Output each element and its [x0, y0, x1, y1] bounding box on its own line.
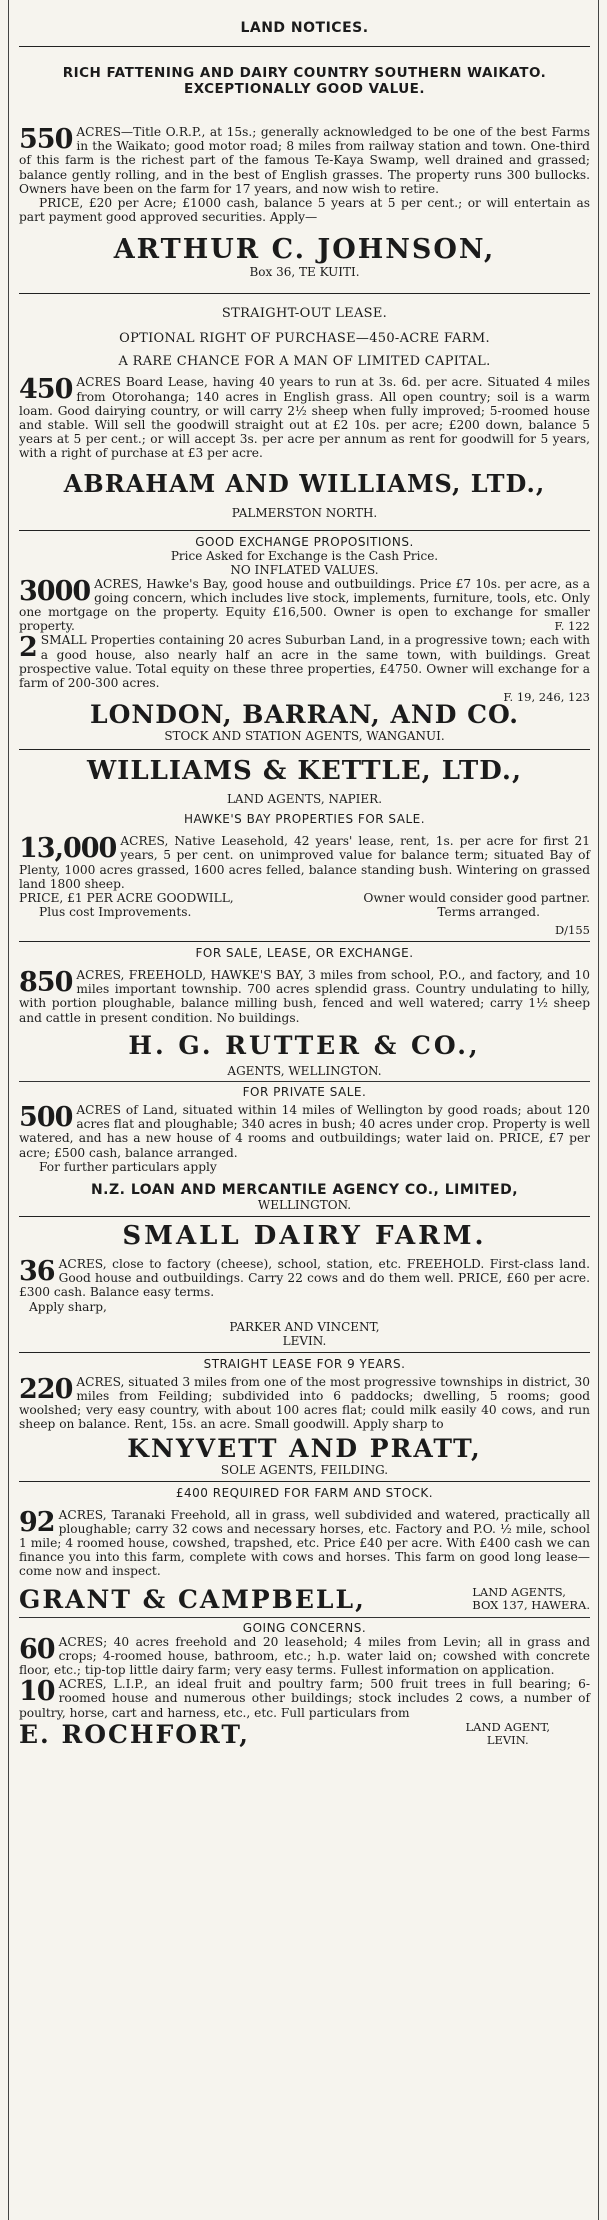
ad-sale-lease-exchange: [19, 946, 590, 1078]
ad-subheading: A RARE CHANCE FOR A MAN OF LIMITED CAPITAL.: [118, 354, 491, 370]
ad-body: ACRES Board Lease, having 40 years to run at 3s. 6d. per acre. Situated 4 miles from Otorohanga; 140 acres in English grass. All open country; soil is a warm loam. Good dairying country, or will carry 2½ sheep when fully improved; 5-roomed house and stable. Will sell the goodwill straight out at £2 10s. per acre; £200 down, balance 5 years at 5 per cent.; or will accept 3s. per acre per annum as rent for goodwill for 5 years, with a right of purchase at £3 per acre.: [19, 375, 590, 461]
ad-subheading: Price Asked for Exchange is the Cash Price.: [170, 548, 439, 563]
apply-note: Apply sharp,: [29, 1299, 107, 1314]
acreage-figure: 550: [19, 124, 73, 155]
ad-body: ACRES, L.I.P., an ideal fruit and poultry farm; 500 fruit trees in full bearing; 6-roomed house and numerous other buildings; stock includes 2 cows, a number of poultry, horse, cart and harness, etc., etc. Full particulars from: [19, 1677, 590, 1720]
ad-heading: FOR SALE, LEASE, OR EXCHANGE.: [195, 946, 414, 961]
ad-body: ACRES, close to factory (cheese), school, station, etc. FREEHOLD. First-class land. Good house and outbuildings. Carry 22 cows and do them well. PRICE, £60 per acre. £300 cash. Balance easy terms.: [19, 1256, 590, 1300]
agent-name: N.Z. LOAN AND MERCANTILE AGENCY CO., LIMITED,: [90, 1181, 519, 1198]
acreage-figure: 13,000: [19, 833, 117, 865]
ad-heading: STRAIGHT LEASE FOR 9 YEARS.: [203, 1356, 406, 1371]
agent-address: AGENTS, WELLINGTON.: [227, 1063, 382, 1078]
acreage-figure: 3000: [19, 575, 91, 607]
ad-subheading: NO INFLATED VALUES.: [230, 562, 379, 577]
agent-address: BOX 137, HAWERA.: [472, 1598, 590, 1613]
ad-waikato: [19, 65, 590, 279]
agent-name: KNYVETT AND PRATT,: [127, 1433, 482, 1463]
partner-note: Owner would consider good partner.: [363, 891, 590, 906]
apply-note: For further particulars apply: [39, 1159, 217, 1174]
ad-heading: RICH FATTENING AND DAIRY COUNTRY SOUTHERN WAIKATO.: [62, 65, 547, 81]
agent-name: ARTHUR C. JOHNSON,: [113, 234, 496, 266]
ad-body: ACRES, situated 3 miles from one of the most progressive townships in district, 30 miles from Feilding; subdivided into 6 paddocks; dwelling, 5 rooms; good woolshed; very easy country, with about 100 acres flat; could milk easily 40 cows, and run sheep on balance. Rent, 15s. an acre. Small goodwill. Apply sharp to: [19, 1374, 590, 1432]
ad-body: ACRES; 40 acres freehold and 20 leasehold; 4 miles from Levin; all in grass and crops; 4-roomed house, bathroom, etc.; h.p. water laid on; cowshed with concrete floor, etc.; tip-top little dairy farm; very easy terms. Fullest information on application.: [19, 1634, 590, 1677]
ad-heading: STRAIGHT-OUT LEASE.: [221, 306, 388, 322]
agent-title: LAND AGENTS,: [472, 1585, 566, 1600]
ad-price: PRICE, £1 PER ACRE GOODWILL,: [19, 891, 234, 906]
acreage-figure: 2: [19, 632, 37, 664]
agent-title: LAND AGENT,: [465, 1720, 550, 1735]
ad-williams-kettle: [19, 756, 590, 937]
ad-body: ACRES, Taranaki Freehold, all in grass, well subdivided and watered, practically all ploughable; carry 32 cows and necessary horses, etc. Factory and P.O. ½ mile, school 1 mile; 4 roomed house, cowshed, trapshed, etc. Price £40 per acre. With £400 cash we can finance you into this farm, complete with cows and horses. This farm on good long lease—come now and inspect.: [19, 1507, 590, 1579]
agent-name: PARKER AND VINCENT,: [229, 1319, 380, 1334]
agent-name: H. G. RUTTER & CO.,: [128, 1030, 481, 1060]
ad-body: ACRES of Land, situated within 14 miles of Wellington by good roads; about 120 acres flat and ploughable; 340 acres in bush; 40 acres under crop. Property is well watered, and has a new house of 4 rooms and outbuildings; water laid on. PRICE, £7 per acre; £500 cash, balance arranged.: [19, 1102, 590, 1160]
ad-exchange-propositions: [19, 535, 590, 744]
ad-heading: £400 REQUIRED FOR FARM AND STOCK.: [175, 1485, 434, 1500]
ad-small-dairy-farm: [19, 1221, 590, 1348]
terms-note: Terms arranged.: [437, 905, 540, 920]
ad-price: PRICE, £20 per Acre; £1000 cash, balance 5 years at 5 per cent.; or will entertain as part payment good approved securities. Apply—: [19, 196, 590, 225]
agent-address: Box 36, TE KUITI.: [249, 265, 360, 280]
ad-straight-lease: [19, 1357, 590, 1477]
ad-heading: FOR PRIVATE SALE.: [242, 1084, 367, 1099]
agent-address: PALMERSTON NORTH.: [231, 505, 378, 520]
ref-number: F. 19, 246, 123: [503, 690, 590, 705]
ad-body: SMALL Properties containing 20 acres Suburban Land, in a progressive town; each with a good house, also nearly half an acre in the same town, with buildings. Great prospective value. Total equity on these three properties, £4750. Owner will exchange for a farm of 200-300 acres.: [19, 633, 590, 691]
ad-straight-out-lease: [19, 306, 590, 519]
ref-number: D/155: [554, 923, 590, 938]
agent-name: ABRAHAM AND WILLIAMS, LTD.,: [63, 468, 546, 498]
ad-subheading: EXCEPTIONALLY GOOD VALUE.: [183, 81, 426, 97]
agent-address: LAND AGENTS, NAPIER.: [226, 792, 383, 807]
section-title: LAND NOTICES.: [240, 20, 369, 36]
agent-address: STOCK AND STATION AGENTS, WANGANUI.: [164, 729, 445, 744]
ref-number: F. 122: [554, 619, 590, 634]
ad-heading: SMALL DAIRY FARM.: [122, 1220, 487, 1251]
agent-address: WELLINGTON.: [257, 1197, 352, 1212]
ad-farm-and-stock: [19, 1486, 590, 1614]
agent-name: WILLIAMS & KETTLE, LTD.,: [86, 756, 522, 787]
land-notices-column: [8, 0, 599, 2220]
agent-address: LEVIN.: [282, 1333, 327, 1348]
agent-name: E. ROCHFORT,: [19, 1719, 250, 1749]
ad-heading: GOING CONCERNS.: [242, 1620, 367, 1635]
ad-body: ACRES, Hawke's Bay, good house and outbuildings. Price £7 10s. per acre, as a going concern, which includes live stock, implements, furniture, tools, etc. Only one mortgage on the property. Equity £16,500. Owner is open to exchange for smaller property.: [19, 576, 590, 634]
acreage-figure: 450: [19, 374, 73, 406]
agent-address: LEVIN.: [486, 1733, 529, 1748]
agent-name: LONDON, BARRAN, AND CO.: [89, 700, 519, 730]
ad-body: ACRES, FREEHOLD, HAWKE'S BAY, 3 miles from school, P.O., and factory, and 10 miles important township. 700 acres splendid grass. Country undulating to hilly, with portion ploughable, balance milling bush, fenced and well watered; carry 1½ sheep and cattle in present condition. No buildings.: [19, 968, 590, 1025]
ad-body: ACRES—Title O.R.P., at 15s.; generally acknowledged to be one of the best Farms in the Waikato; good motor road; 8 miles from railway station and town. One-third of this farm is the richest part of the famous Te-Kaya Swamp, well drained and grassed; balance gently rolling, and in the best of English grasses. The property runs 300 bullocks. Owners have been on the farm for 17 years, and now wish to retire.: [19, 125, 590, 196]
ad-private-sale: [19, 1085, 590, 1212]
improvements-note: Plus cost Improvements.: [39, 905, 192, 920]
acreage-figure: 850: [19, 967, 73, 999]
acreage-figure: 92: [19, 1506, 55, 1538]
ad-going-concerns: [19, 1621, 590, 1749]
acreage-figure: 36: [19, 1255, 55, 1287]
ad-body: ACRES, Native Leasehold, 42 years' lease, rent, 1s. per acre for first 21 years, 5 per cent. on unimproved value for balance term; situated Bay of Plenty, 1000 acres grassed, 1600 acres felled, balance standing bush. Wintering on grassed land 1800 sheep.: [19, 834, 590, 891]
ad-subheading: OPTIONAL RIGHT OF PURCHASE—450-ACRE FARM.: [119, 331, 490, 347]
agent-name: GRANT & CAMPBELL,: [19, 1584, 366, 1614]
acreage-figure: 60: [19, 1633, 55, 1665]
ad-heading: GOOD EXCHANGE PROPOSITIONS.: [195, 534, 414, 549]
acreage-figure: 500: [19, 1101, 73, 1133]
acreage-figure: 220: [19, 1373, 73, 1405]
ad-heading: HAWKE'S BAY PROPERTIES FOR SALE.: [183, 812, 426, 827]
acreage-figure: 10: [19, 1676, 55, 1708]
agent-address: SOLE AGENTS, FEILDING.: [220, 1462, 389, 1477]
